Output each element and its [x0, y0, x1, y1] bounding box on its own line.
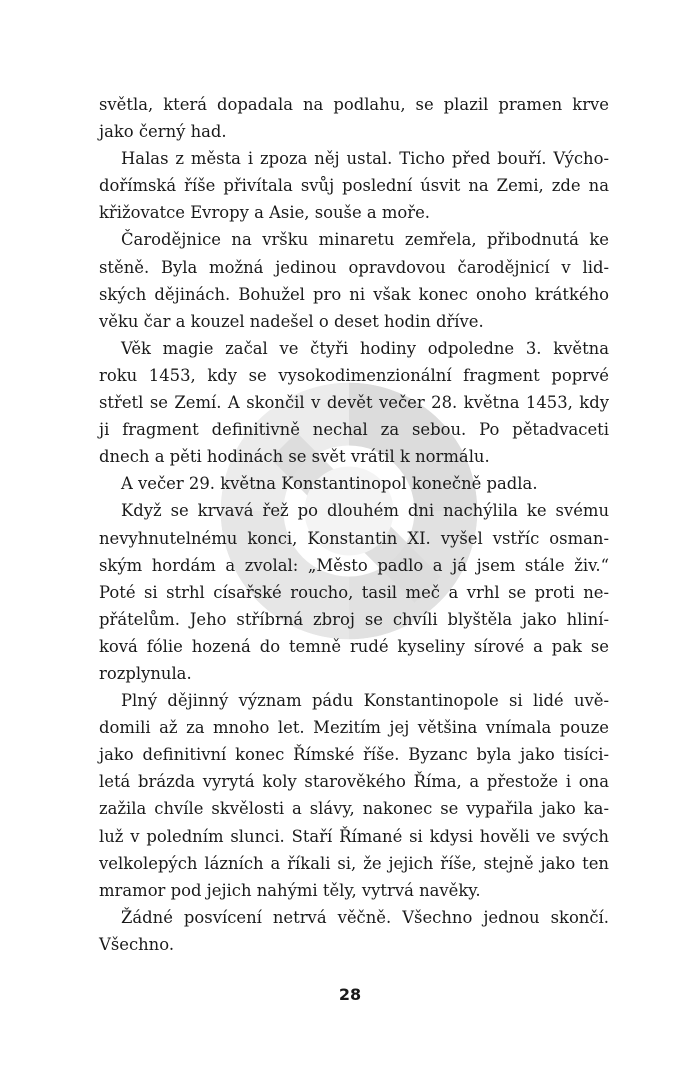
text-line: dořímská říše přivítala svůj poslední úsvit na Zemi, zde na — [99, 176, 609, 196]
text-line: věku čar a kouzel nadešel o deset hodin dříve. — [99, 311, 484, 331]
page-number: 28 — [338, 985, 362, 1004]
paragraph — [99, 145, 609, 226]
body-text — [99, 91, 609, 958]
paragraph — [99, 687, 609, 904]
text-line: nevyhnutelnému konci, Konstantin XI. vyšel vstříc osman- — [99, 528, 609, 548]
text-line: domili až za mnoho let. Mezitím jej většina vnímala pouze — [99, 718, 609, 738]
text-line: roku 1453, kdy se vysokodimenzionální fragment poprvé — [99, 365, 609, 385]
text-line: Halas z města i zpoza něj ustal. Ticho před bouří. Výcho- — [121, 149, 609, 169]
text-line: luž v poledním slunci. Staří Římané si kdysi hověli ve svých — [99, 826, 609, 846]
paragraph — [99, 91, 609, 145]
text-line: Plný dějinný význam pádu Konstantinopole si lidé uvě- — [121, 691, 609, 711]
text-line: letá brázda vyrytá koly starověkého Říma, a přestože i ona — [99, 772, 609, 792]
text-line: ských dějinách. Bohužel pro ni však konec onoho krátkého — [99, 284, 609, 304]
text-line: střetl se Zemí. A skončil v devět večer 28. května 1453, kdy — [99, 393, 609, 413]
text-line: Žádné posvícení netrvá věčně. Všechno jednou skončí. — [121, 907, 609, 927]
paragraph — [99, 497, 609, 687]
text-line: jako černý had. — [99, 122, 227, 142]
text-line: Poté si strhl císařské roucho, tasil meč a vrhl se proti ne- — [99, 582, 609, 602]
text-line: světla, která dopadala na podlahu, se plazil pramen krve — [99, 95, 609, 114]
text-line: mramor pod jejich nahými těly, vytrvá navěky. — [99, 880, 481, 900]
text-line: ským hordám a zvolal: „Město padlo a já jsem stále živ.“ — [99, 555, 609, 575]
text-line: křižovatce Evropy a Asie, souše a moře. — [99, 203, 430, 223]
paragraph — [99, 904, 609, 958]
text-line: stěně. Byla možná jedinou opravdovou čarodějnicí v lid- — [99, 257, 609, 277]
text-line: Všechno. — [99, 934, 175, 954]
text-line: ková fólie hozená do temně rudé kyseliny sírové a pak se — [99, 636, 609, 656]
text-line: zažila chvíle skvělosti a slávy, nakonec se vypařila jako ka- — [99, 799, 609, 819]
text-line: velkolepých lázních a říkali si, že jejich říše, stejně jako ten — [99, 853, 609, 873]
paragraph — [99, 470, 609, 497]
paragraph — [99, 226, 609, 334]
text-line: dnech a pěti hodinách se svět vrátil k normálu. — [99, 447, 490, 467]
paragraph — [99, 335, 609, 470]
text-line: Čarodějnice na vršku minaretu zemřela, přibodnutá ke — [121, 230, 609, 250]
text-line: jako definitivní konec Římské říše. Byzanc byla jako tisíci- — [99, 745, 609, 765]
text-line: Věk magie začal ve čtyři hodiny odpoledne 3. května — [121, 338, 609, 358]
text-line: rozplynula. — [99, 663, 192, 683]
text-line: přátelům. Jeho stříbrná zbroj se chvíli blyštěla jako hliní- — [99, 609, 609, 629]
text-line: Když se krvavá řež po dlouhém dni nachýlila ke svému — [121, 501, 609, 521]
text-line: A večer 29. května Konstantinopol konečně padla. — [121, 474, 538, 494]
text-line: ji fragment definitivně nechal za sebou. Po pětadvaceti — [99, 420, 609, 440]
